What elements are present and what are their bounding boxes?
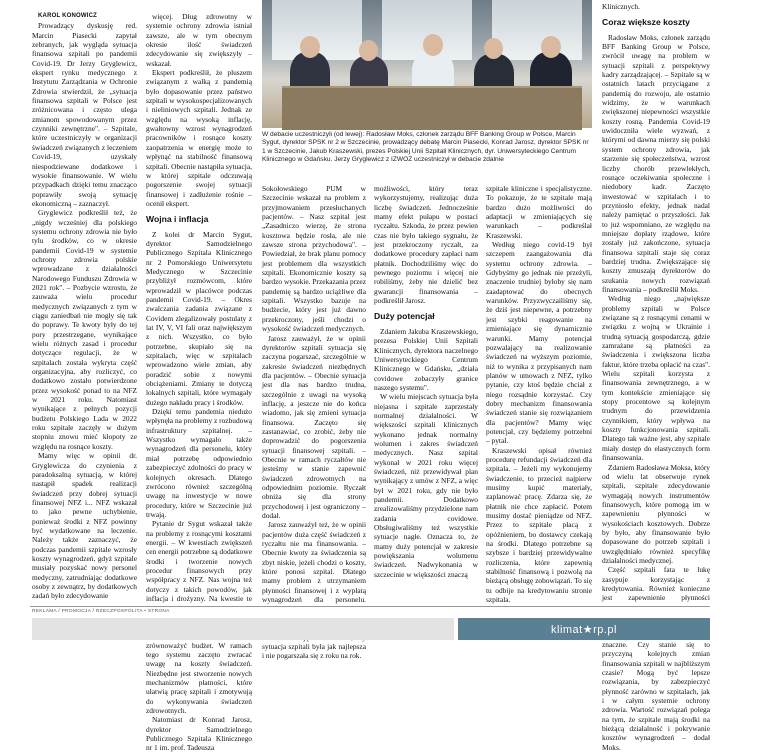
article-column-4 [374,184,478,604]
paragraph: Część szpitali fata te lukę zasypuje korzystając z kredytowania. Również konieczne jest zapewnienie płynności znaczne. Czy stanie się to przyczyną kolejnych zmian finansowania szpitali w najbliższym czasie? Mogą być lepsze rozwiązania, by zabezpieczyć płynność zarówno w szpitalach, jak i w całym systemie ochrony zdrowia. Wartość rozwiązań polega na tym, że szpitale mają środki na bieżącą działalność i pokrywanie kosztów wynagrodzeń – dodał Moks. [602,565,710,752]
paragraph: Według niego covid-19 był szczepem zaangażowania dla systemu ochrony zdrowia. – Gdybyśmy go jednak nie przeżyli, znaczenie trudniej byłoby się nam zaadaptować do obecnych warunków. Przyzwyczailiśmy się, że dziś jest niepewne, a potrzebny jest szybki reagowanie na zmieniające się dynamicznie warunki. Mamy potencjał pozwalający na realizowanie świadczeń na wyższym poziomie, niż to wynika z przypisanych nam planów w umowach z NFZ, tylko pytanie, czy ktoś będzie chciał z niego rozsądnie korzystać. Czy dobry mechanizm finansowania świadczeń stanie się rozwiązaniem dla pacjentów? Mamy więc potencjał, czy będziemy potrzebni – pytał. [486,240,592,446]
paragraph: Jarosz zauważył też, że w opinii pacjentów duża część świadczeń z ryczałtu nie ma finansowania. – Obecnie kwoty za świadczenia są zbyt niskie, jeżeli chodzi o koszty, które ponosi szpital. Dlatego mamy problem z utrzymaniem płynności finansowej i z wypłatą wynagrodzeń dla personelu. sytuacja szpitali była jak najlepsza i nie pogarszała się z roku na rok. [262,520,366,661]
paragraph: Kraszewski opisał również procedurę refundacji świadczeń dla szpitala. – Jeżeli my wykonujemy świadczenie, to przecież najpierw musimy kupić materiały, zaplanować pracę. Zdarza się, że płatnik nie chce zapłacić. Potem musimy dostać pieniądze od NFZ. Przez to szpitale płacą z opóźnieniem, bo dostawcy czekają na środki. Dlatego potrzebne są szybsze i bardziej przewidywalne rozliczenia, które zapewnią stabilność finansową i pozwolą na bieżącą obsługę zobowiązań. To się tu odbije na kredytowaniu stronie szpitala. [486,445,592,605]
footer-divider [30,606,710,607]
article-column-2 [146,12,252,753]
paragraph: Z kolei dr Marcin Sygut, dyrektor Samodzielnego Publicznego Szpitala Klinicznego nr 2 Pomorskiego Uniwersytetu Medycznego w Szczecinie przybliżył rozmówcom, które wprowadził w placówce podczas pandemii Covid-19. – Okres zwalczania zadania związane z Covidem zlegalizowały postulaty z lat IV, V, VI fali oraz największym z nich. Wszystko, co było potrzebne, skupiało się na szpitalach, więc w szpitalach wprowadzono wiele zmian, aby poradzić sobie z nowymi obciążeniami. Zmiany te dotyczą lokalnych szpitali, które wymagały dużego nakładu pracy i środków. [146,229,252,407]
klimat-logo-banner[interactable]: klimat★rp.pl [458,618,710,640]
paragraph: szpitale kliniczne i specjalistyczne. To pokazuje, że te szpitale mają bardzo dużo możliwości do adaptacji w zmieniających się warunkach – podkreślał Kraszewski. [486,184,592,240]
paragraph: Klinicznych. [602,2,640,11]
photo-caption: W debacie uczestniczyli (od lewej): Radosław Moks, członek zarządu BFF Banking Group w Polsce, Marcin Sygut, dyrektor SPSK nr 2 w Szczecinie, prowadzący debatę Marcin Piasecki, Konrad Jarosz, dyrektor SPSK nr 1 w Szczecinie, Jakub Kraszewski, prezes Polskiej Unii Szpitali Klinicznych, dyr. Uniwersyteckiego Centrum Klinicznego w Gdańsku. Jerzy Gryglewicz z IZWOZ uczestniczył w debacie zdalnie [262,131,589,164]
paragraph: Sokołowskiego PUM w Szczecinie wskazał na problem z przyjmowaniem przesłuchanych pacjentów. – Nasz szpital jest „Zasadniczo wierzę, że strona kosztowa będzie rosła, ale nie zawsze strona przychodowa". – Powiedział, że brak planu pomocy jest problemem dla wszystkich szpitali. Ekonomicznie koszty są bardzo wysokie. Przekazania przez pandemię są bardzo uciążliwe dla szpitali. Wszystko bazuje na budżecie, który jest już dawno przekroczony, jeśli chodzi o wysokość świadczeń medycznych. [262,184,366,334]
paragraph: Jarosz zauważył, że w opinii dyrektorów szpitali sytuacja się zaczyna pogarszać, szczególnie w zakresie świadczeń niezbędnych dla pacjentów. – Obecnie sytuacja jest dla nas bardzo trudna, szczególnie z uwagi na wysoką inflację, a jeszcze nie do końca wiadomo, jak się zmieni sytuacja finansowa. Zaczęto się zastanawiać, co zrobić, żeby nie doprowadzić do pogorszenia sytuacji finansowej szpitali. – Obecnie w ramach ryczałtów nie jesteśmy w stanie zapewnić świadczeń zdrowotnych na odpowiednim poziomie. Ryczałt obniża się dla strony przychodowej i jest ograniczony – dodał. [262,333,366,521]
paragraph: W wielu miejscach sytuacja była niejasna i szpitale zaprzestały normalnej działalności. W większości szpitali klinicznych wykonano jednak normalny wolumen i zakres świadczeń medycznych. Nasz szpital wykonał w 2021 roku więcej świadczeń, niż przewidywał plan wynikający z umów z NFZ, a więc był w 2021 roku, gdy nie było pandemii. Dodatkowo zrealizowaliśmy przydzielone nam zadania covidowe. Obsługiwaliśmy też wszystkie sytuacje nagłe. Oznacza to, że mamy duży potencjał w zakresie powiększania wolumenu świadczeń. Nadwykonania w szczecinie w większości znaczą [374,392,478,579]
section-heading-koszty: Coraz większe koszty [602,17,690,28]
paragraph: Radosław Moks, członek zarządu BFF Banking Group w Polsce, zwrócił uwagę na problem w sytuacji szpitali z perspektywy kadry zarządzającej. – Szpitale są w ostatnich latach przyciągane z pandemią do rozwoju, ale ostatnio widzimy, że w warunkach zwiększonej niepewności wszystkie koszty rosną. Pandemia Covid-19 uwidoczniła wiele wyzwań, z którymi od dawna mierzy się polski system ochrony zdrowia, jak starzenie się społeczeństwa, wzrost liczby chorób przewlekłych, rosnące oczekiwania społeczne i niedobory kadr. Zaczęto inwestować w szpitalach i to przyniosło efekty, jednak nadal należy pamiętać o przyszłości. Jak to już wspomniano, ze względu na mniejsze dopłaty rządowe, które zostały już zakończone, sytuacja finansowa szpitali staje się coraz bardziej trudna. Zwiększające się koszty zmuszają dyrektorów do szukania nowych rozwiązań finansowania – podkreślił Moks. [602,32,710,294]
paragraph: Pytanie dr Sygut wskazał także na problemy z rosnącymi kosztami energii. – W kwestiach zwiększeń cen energii potrzebne są dodatkowe środki i tworzenie nowych procedur finansowych przy współpracy z NFZ. Nas wojna też dotyczy z takich powodów, jak inflacja i drożyzny. Na kwestie te zrównoważyć budżet. W ramach tego systemu zaczęto zwracać uwagę na koszty świadczeń. Niezbędne jest stworzenie nowych mechanizmów płatności, które ułatwią pracę szpitali i zmotywują do wykonywania świadczeń zdrowotnych. [146,519,252,716]
paragraph: Natomiast dr Konrad Jarosz, dyrektor Samodzielnego Publicznego Szpitala Klinicznego nr 1 im. prof. Tadeusza [146,715,252,753]
article-column-1 [32,12,137,604]
advertisement-banner [32,618,454,640]
paragraph: Gryglewicz podkreślił też, że „nigdy wcześniej dla polskiego systemu ochrony zdrowia nie było tylu środków, co w okresie pandemii Covid-19 w systemie ochrony zdrowia polskie wprowadzane z działalności Narodowego Funduszu Zdrowia w 2021 rok". – Pozbycie wzrostu, że zauważa wielu procedur medycznych związanych z tym w ciągu zaniedbań nie mogły się tak do poprawy. Te kwoty były do tej pory przestrzegane, wynikające wielu różnych zasad i procedur dotyczące regulacji, że w szpitalach została wykryta część organizacyjna, aby rozliczyć, co dodatkowo zostało potwierdzone przez wysokość ponad to na NFZ w 2021 roku. Natomiast wynikające z pełnych pozycji budżetu Polskiego Lada w 2022 roku szpitale zaczęły w dużym stopniu znowu mieć kłopoty ze względu na rosnące koszty. [32,208,137,451]
debate-photo [262,0,592,128]
paragraph: więcej. Dług zdrowotny w systemie ochrony zdrowia istniał zawsze, ale w tym obecnym okresie ilość świadczeń zdecydowanie się zwiększyły – wskazał. [146,12,252,68]
paragraph: Zdaniem Radosława Moksa, który od wielu lat obserwuje rynek szpitali, szpitale zdecydowanie wymagają nowych instrumentów finansowych, które pomogą im w zapewnieniu płynności w wysokościach kosztowych. Dobrze by było, aby finansowanie było dopasowane do potrzeb szpitali i uwzględniało również specyfikę działalności medycznej. [602,462,710,565]
paragraph: Prowadzący dyskusję red. Marcin Piasecki zapytał zebranych, jak wygląda sytuacja finansowa szpitali po pandemii Covid-19. Dr Jerzy Gryglewicz, ekspert rynku medycznego z Instytutu Zarządzania w Ochronie Zdrowia stwierdził, że „sytuacja finansowa szpitali w Polsce jest zróżnicowana i często ulega zmianom spowodowanym przez czynniki zewnętrzne". – Szpitale, które uczestniczyły w organizacji świadczeń związanych z leczeniem Covid-19, uzyskały niespodziewane dodatkowe i wysokie finansowanie. W wielu przypadkach dzięki temu znacząco poprawiły swoją sytuację ekonomiczną – zaznaczył. [32,21,137,208]
paragraph: Zdaniem Jakuba Kraszewskiego, prezesa Polskiej Unii Szpitali Klinicznych, dyrektora naczelnego Uniwersyteckiego Centrum Klinicznego w Gdańsku, „działa covidowe zobaczyły granice naszego systemu". [374,326,478,392]
section-heading-potencjal: Duży potencjał [374,311,435,322]
article-column-3 [262,184,366,661]
paragraph: Dzięki temu pandemia niedużo wpłynęła na problemy z rozbudową infrastruktury szpitalnej. – Wszystko wymagało także wynagrodzeń dla personelu, który miał potrzebę odpowiednio zabezpieczyć zdolności do pracy w kolejnych okresach. Dlatego zwrócono również szczególną uwagę na inwestycje w nowe procedury, które w Szczecinie już trwają. [146,407,252,519]
article-column-6 [602,2,710,752]
paragraph: Według niego „największe problemy szpitali w Polsce związane są z rosnącymi cenami w związku z wojną w Ukrainie i trudną sytuacją gospodarczą, gdzie zamrażane są płatności za świadczenia i zwiększona liczba faktur, które trzeba opłacić na czas". Wielu szpitali korzysta z finansowania zewnętrznego, a w tym kontekście zmieniające się stopy procentowe są kolejnym trudnym do przewidzenia czynnikiem, który wpływa na koszty funkcjonowania szpitali. Dlatego tak ważne jest, aby szpitale miały dostęp do elastycznych form finansowania. [602,294,710,463]
article-column-5 [486,184,592,604]
paragraph: Mamy więc w opinii dr. Gryglewicza do czynienia z paradoksalną sytuacją, w której nastąpił spadek realizacji świadczeń przy dobrej sytuacji finansowej NFZ i... NFZ wskazał to jako pewne uchybienie, ponieważ środki z NFZ powinny być wydatkowane na leczenie. Należy także zaznaczyć, że podczas pandemii szpitale wzrosły koszty wynagrodzeń, gdyż szpitale musiały pozyskać nowy personel medyczny, zatrudniając dodatkowe osoby z zewnątrz, by dodatkowych zadań było zdecydowanie [32,451,137,601]
footer-label: REKLAMA / PROMOCJA / RZECZPOSPOLITA • STRONA [32,609,170,614]
author-byline: KAROL KONOWICZ [38,13,98,19]
paragraph: Ekspert podkreślił, że pluszem związanym z walką z pandemią było dopasowanie przez państwo szpitali w wysokospecjalizowanych i nieliniowych szpitali. Jednak ze względu na wysoką inflację, gwałtowny wzrost wynagrodzeń pracowników i rosnące koszty zaopatrzenia w energię może to wpłynąć na stabilność finansową szpitali. Obecnie nastąpiła sytuacja, w której szpitale odczuwają pogorszenie swojej sytuacji finansowej i zadłużenie rośnie – ocenił ekspert. [146,68,252,208]
section-heading-wojna: Wojna i inflacja [146,214,209,225]
paragraph: możliwości, który teraz wykorzystujemy, realizując duża liczbę świadczeń. Jednocześnie mamy efekt pułapu w postaci ryczałtu. Szkoda, że przez pewien czas nie było takiego sygnału, że jest przekroczony ryczałt, za dodatkowe procedury zapłaci nam płatnik. Dochodziliśmy więc do pewnego poziomu i więcej nie robiliśmy, żeby nie dzielić bez gwarancji finansowania – podkreślił Jarosz. [374,184,478,306]
